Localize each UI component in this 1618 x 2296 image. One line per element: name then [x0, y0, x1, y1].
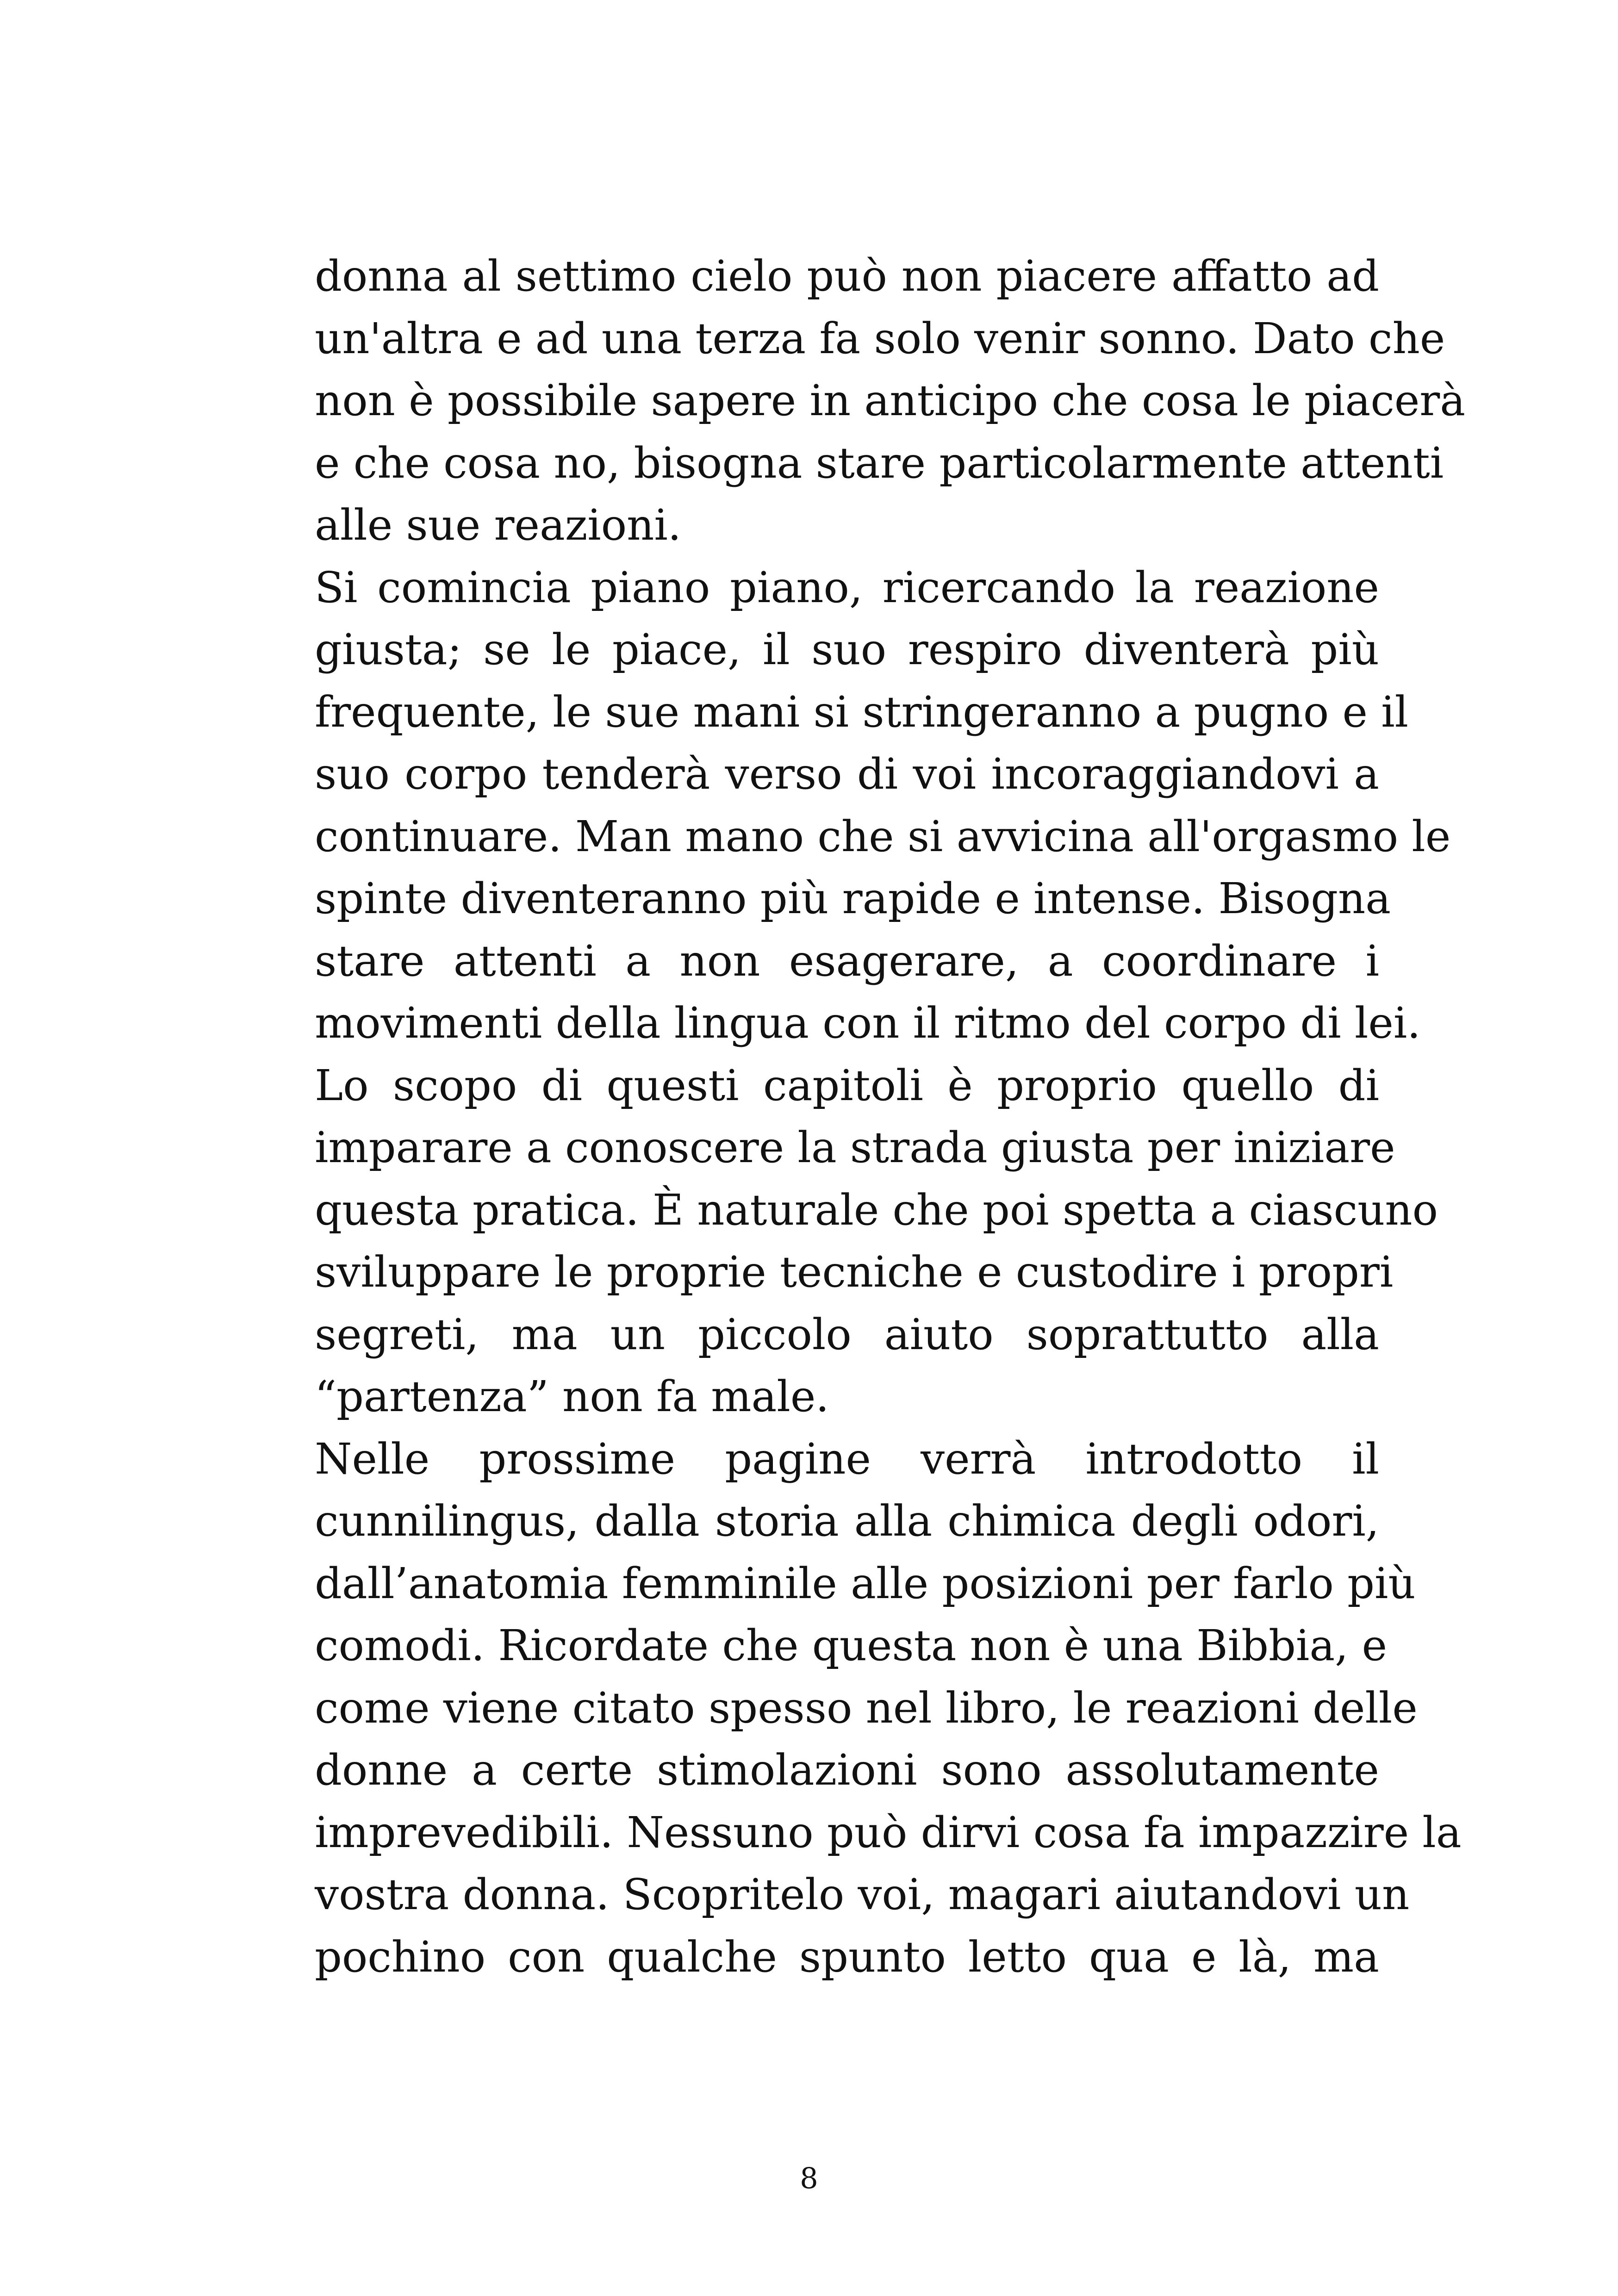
text-line: “partenza” non fa male. [315, 1372, 829, 1421]
text-line: comodi. Ricordate che questa non è una Bibbia, e [315, 1621, 1388, 1670]
text-line: non è possibile sapere in anticipo che cosa le piacerà [315, 376, 1466, 425]
text-line: spinte diventeranno più rapide e intense. Bisogna [315, 874, 1391, 923]
text-line: movimenti della lingua con il ritmo del corpo di lei. [315, 998, 1421, 1048]
text-line: imparare a conoscere la strada giusta per iniziare [315, 1123, 1395, 1172]
text-line: donna al settimo cielo può non piacere affatto ad [315, 251, 1379, 301]
text-line: come viene citato spesso nel libro, le reazioni delle [315, 1683, 1418, 1733]
text-line: alle sue reazioni. [315, 500, 682, 550]
text-line: e che cosa no, bisogna stare particolarmente attenti [315, 438, 1444, 488]
text-line: questa pratica. È naturale che poi spetta a ciascuno [315, 1185, 1438, 1235]
text-line: Lo scopo di questi capitoli è proprio quello di [315, 1060, 1379, 1110]
paragraph-2 [315, 557, 1451, 1055]
paragraph-3 [315, 1055, 1438, 1428]
text-line: dall’anatomia femminile alle posizioni per farlo più [315, 1558, 1416, 1608]
text-line: pochino con qualche spunto letto qua e là, ma [315, 1932, 1379, 1982]
text-line: segreti, ma un piccolo aiuto soprattutto alla [315, 1309, 1379, 1359]
text-line: frequente, le sue mani si stringeranno a pugno e il [315, 687, 1409, 737]
text-line: sviluppare le proprie tecniche e custodire i propri [315, 1247, 1394, 1297]
paragraph-4 [315, 1428, 1462, 1989]
text-line: giusta; se le piace, il suo respiro diventerà più [315, 625, 1379, 674]
paragraph-1 [315, 245, 1466, 557]
text-line: suo corpo tenderà verso di voi incoraggiandovi a [315, 749, 1379, 799]
text-line: stare attenti a non esagerare, a coordinare i [315, 936, 1379, 986]
text-line: vostra donna. Scopritelo voi, magari aiutandovi un [315, 1870, 1410, 1919]
text-line: Si comincia piano piano, ricercando la reazione [315, 562, 1379, 612]
text-line: imprevedibili. Nessuno può dirvi cosa fa impazzire la [315, 1807, 1462, 1857]
page-number: 8 [800, 2161, 818, 2195]
text-line: continuare. Man mano che si avvicina all'orgasmo le [315, 811, 1451, 861]
text-line: Nelle prossime pagine verrà introdotto il [315, 1434, 1379, 1484]
text-line: donne a certe stimolazioni sono assolutamente [315, 1745, 1379, 1795]
body-text [315, 245, 1466, 1988]
text-line: un'altra e ad una terza fa solo venir sonno. Dato che [315, 313, 1445, 363]
text-line: cunnilingus, dalla storia alla chimica degli odori, [315, 1496, 1379, 1546]
